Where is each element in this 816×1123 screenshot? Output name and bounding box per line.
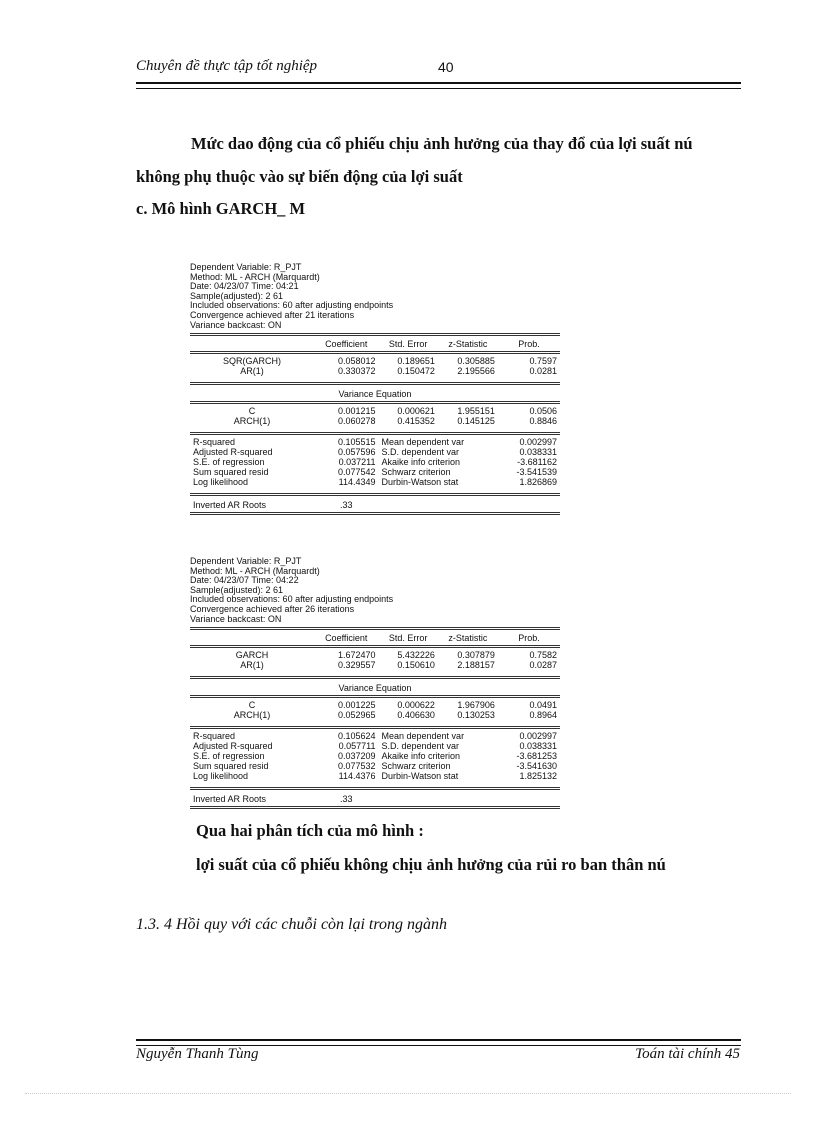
header-rule <box>136 82 741 89</box>
col-header: Std. Error <box>379 629 438 647</box>
meta-line: Dependent Variable: R_PJT <box>190 556 302 566</box>
roots-row: Inverted AR Roots .33 <box>190 495 560 514</box>
meta-line: Included observations: 60 after adjusting endpoints <box>190 300 394 311</box>
col-header: Prob. <box>498 629 560 647</box>
meta-line: Variance backcast: ON <box>190 613 282 624</box>
stats-row: Adjusted R-squared 0.057596 S.D. dependent var 0.038331 <box>193 447 557 458</box>
col-header: z-Statistic <box>438 335 498 353</box>
meta-line: Dependent Variable: R_PJT <box>190 262 302 272</box>
regression-output-1 <box>190 263 562 515</box>
table-row: C 0.001215 0.000621 1.955151 0.0506 <box>190 403 560 417</box>
meta-line: Sample(adjusted): 2 61 <box>190 290 284 301</box>
col-header: z-Statistic <box>438 629 498 647</box>
stats-row: Adjusted R-squared 0.057711 S.D. dependent var 0.038331 <box>193 741 557 752</box>
header-title: Chuyên đề thực tập tốt nghiệp <box>136 58 318 74</box>
meta-line: Convergence achieved after 21 iterations <box>190 309 355 320</box>
col-header: Std. Error <box>379 335 438 353</box>
footer-author: Nguyễn Thanh Tùng <box>136 1046 259 1062</box>
stats-row: Log likelihood 114.4349 Durbin-Watson stat 1.826869 <box>193 477 557 488</box>
meta-line: Method: ML - ARCH (Marquardt) <box>190 271 320 282</box>
table-header-row <box>190 335 560 353</box>
coefficient-table <box>190 627 560 809</box>
table-row: AR(1) 0.330372 0.150472 2.195566 0.0281 <box>240 366 557 377</box>
meta-line: Included observations: 60 after adjusting endpoints <box>190 594 394 605</box>
stats-row: R-squared 0.105515 Mean dependent var 0.002997 <box>190 434 560 448</box>
stats-row: Sum squared resid 0.077542 Schwarz criterion -3.541539 <box>193 467 557 478</box>
col-header: Prob. <box>498 335 560 353</box>
meta-line: Variance backcast: ON <box>190 319 282 330</box>
col-header: Coefficient <box>314 335 379 353</box>
stats-row: R-squared 0.105624 Mean dependent var 0.002997 <box>190 728 560 742</box>
meta-line: Method: ML - ARCH (Marquardt) <box>190 565 320 576</box>
page-number: 40 <box>438 59 454 75</box>
table-header-row <box>190 629 560 647</box>
meta-line: Date: 04/23/07 Time: 04:22 <box>190 575 299 586</box>
section-heading: 1.3. 4 Hồi quy với các chuỗi còn lại trong ngành <box>136 916 448 933</box>
regression-output-2 <box>190 557 562 809</box>
stats-row: S.E. of regression 0.037211 Akaike info criterion -3.681162 <box>193 457 557 468</box>
variance-equation-row: Variance Equation <box>190 384 560 403</box>
table-row: GARCH 1.672470 5.432226 0.307879 0.7582 <box>190 647 560 661</box>
table-row: SQR(GARCH) 0.058012 0.189651 0.305885 0.7597 <box>190 353 560 367</box>
meta-line: Convergence achieved after 26 iterations <box>190 603 355 614</box>
page-edge-divider <box>25 1093 791 1094</box>
subheading-garch-m: c. Mô hình GARCH_ M <box>136 199 306 218</box>
variance-equation-row: Variance Equation <box>190 678 560 697</box>
meta-line: Sample(adjusted): 2 61 <box>190 584 284 595</box>
table-row: C 0.001225 0.000622 1.967906 0.0491 <box>190 697 560 711</box>
col-header: Coefficient <box>314 629 379 647</box>
roots-row: Inverted AR Roots .33 <box>190 789 560 808</box>
conclusion-line: lợi suất của cổ phiếu không chịu ảnh hưởng của rủi ro ban thân nú <box>196 855 666 874</box>
stats-row: S.E. of regression 0.037209 Akaike info criterion -3.681253 <box>193 751 557 762</box>
output-meta <box>190 263 562 330</box>
footer-rule <box>136 1039 741 1046</box>
stats-row: Log likelihood 114.4376 Durbin-Watson stat 1.825132 <box>193 771 557 782</box>
stats-row: Sum squared resid 0.077532 Schwarz criterion -3.541630 <box>193 761 557 772</box>
table-row: ARCH(1) 0.060278 0.415352 0.145125 0.8846 <box>233 416 557 427</box>
conclusion-line: Qua hai phân tích của mô hình : <box>196 821 424 840</box>
coefficient-table <box>190 333 560 515</box>
footer-course: Toán tài chính 45 <box>635 1046 740 1062</box>
table-row: AR(1) 0.329557 0.150610 2.188157 0.0287 <box>240 660 557 671</box>
table-row: ARCH(1) 0.052965 0.406630 0.130253 0.8964 <box>233 710 557 721</box>
meta-line: Date: 04/23/07 Time: 04:21 <box>190 281 299 292</box>
paragraph-line: Mức dao động của cổ phiếu chịu ảnh hưởng của thay đổ của lợi suất nú <box>191 134 693 153</box>
output-meta <box>190 557 562 624</box>
paragraph-line: không phụ thuộc vào sự biến động của lợi suất <box>136 167 463 186</box>
